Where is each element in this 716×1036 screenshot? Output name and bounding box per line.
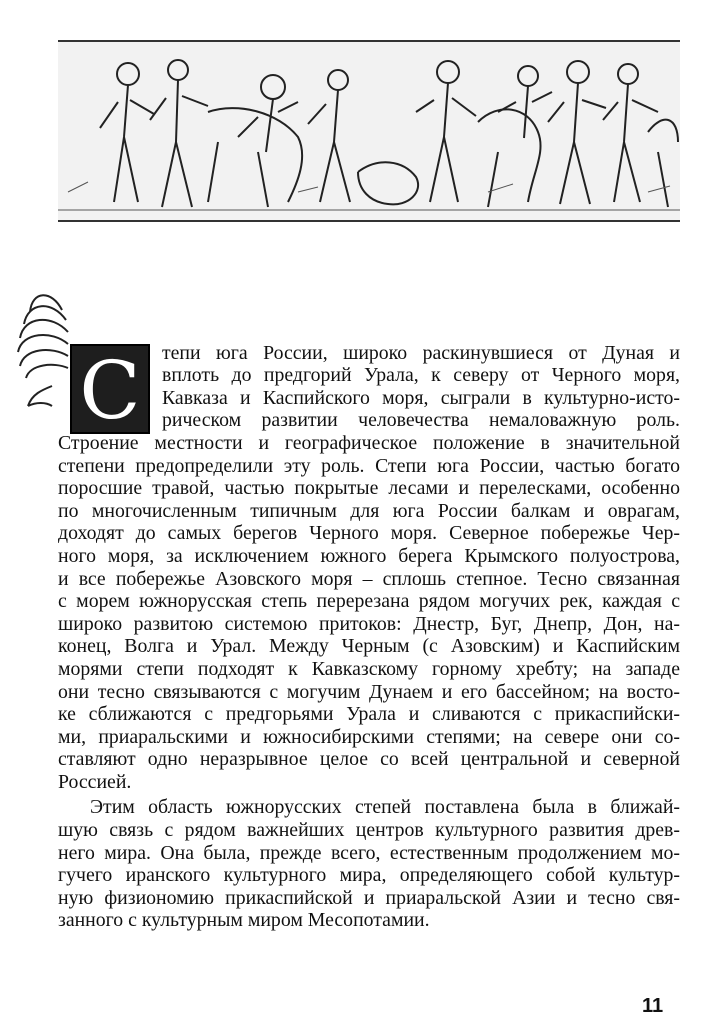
text-line: Кавказа и Каспийского моря, сыграли в культурно-исто-	[162, 387, 680, 409]
text-line: и все побережье Азовского моря – сплошь степное. Тесно связанная	[58, 568, 680, 590]
text-line: ную физиономию прикаспийской и приаральской Азии и тесно свя-	[58, 887, 680, 909]
text-line: вплоть до предгорий Урала, к северу от Черного моря,	[162, 364, 680, 386]
text-line: конец, Волга и Урал. Между Черным (с Азовским) и Каспийским	[58, 635, 680, 657]
frieze-illustration	[58, 40, 680, 222]
text-line: степени предопределили эту роль. Степи юга России, частью богато	[58, 455, 680, 477]
text-line: рическом развитии человечества немаловажную роль.	[162, 409, 680, 431]
text-line: ного моря, за исключением южного берега Крымского полуострова,	[58, 545, 680, 567]
text-line: ставляют одно неразрывное целое со всей центральной и северной	[58, 748, 680, 770]
text-line: ке сближаются с предгорьями Урала и сливаются с прикаспийски-	[58, 703, 680, 725]
text-line: по многочисленным типичным для юга России балкам и оврагам,	[58, 500, 680, 522]
text-line: поросшие травой, частью покрытые лесами и перелесками, особенно	[58, 477, 680, 499]
text-line: гучего иранского культурного мира, определяющего собой культур-	[58, 864, 680, 886]
text-line: Россией.	[58, 771, 132, 793]
text-line: него мира. Она была, прежде всего, естественным продолжением мо-	[58, 842, 680, 864]
text-line: они тесно связываются с могучим Дунаем и его бассейном; на восто-	[58, 681, 680, 703]
text-line: доходят до самых берегов Черного моря. Северное побережье Чер-	[58, 522, 680, 544]
text-line: с морем южнорусская степь перерезана рядом могучих рек, каждая с	[58, 590, 680, 612]
frieze-drawing	[58, 42, 680, 220]
text-line: занного с культурным миром Месопотамии.	[58, 909, 430, 931]
text-line: морями степи подходят к Кавказскому горному хребту; на западе	[58, 658, 680, 680]
text-line: Этим область южнорусских степей поставлена была в ближай-	[90, 796, 680, 818]
page-number: 11	[642, 995, 664, 1017]
text-line: тепи юга России, широко раскинувшиеся от Дуная и	[162, 342, 680, 364]
text-line: широко развитою системою притоков: Днестр, Буг, Днепр, Дон, на-	[58, 613, 680, 635]
text-line: ми, приаральскими и южносибирскими степями; на севере они со-	[58, 726, 680, 748]
drop-cap: С	[70, 344, 150, 434]
text-line: шую связь с рядом важнейших центров культурного развития древ-	[58, 819, 680, 841]
text-line: Строение местности и географическое положение в значительной	[58, 432, 680, 454]
